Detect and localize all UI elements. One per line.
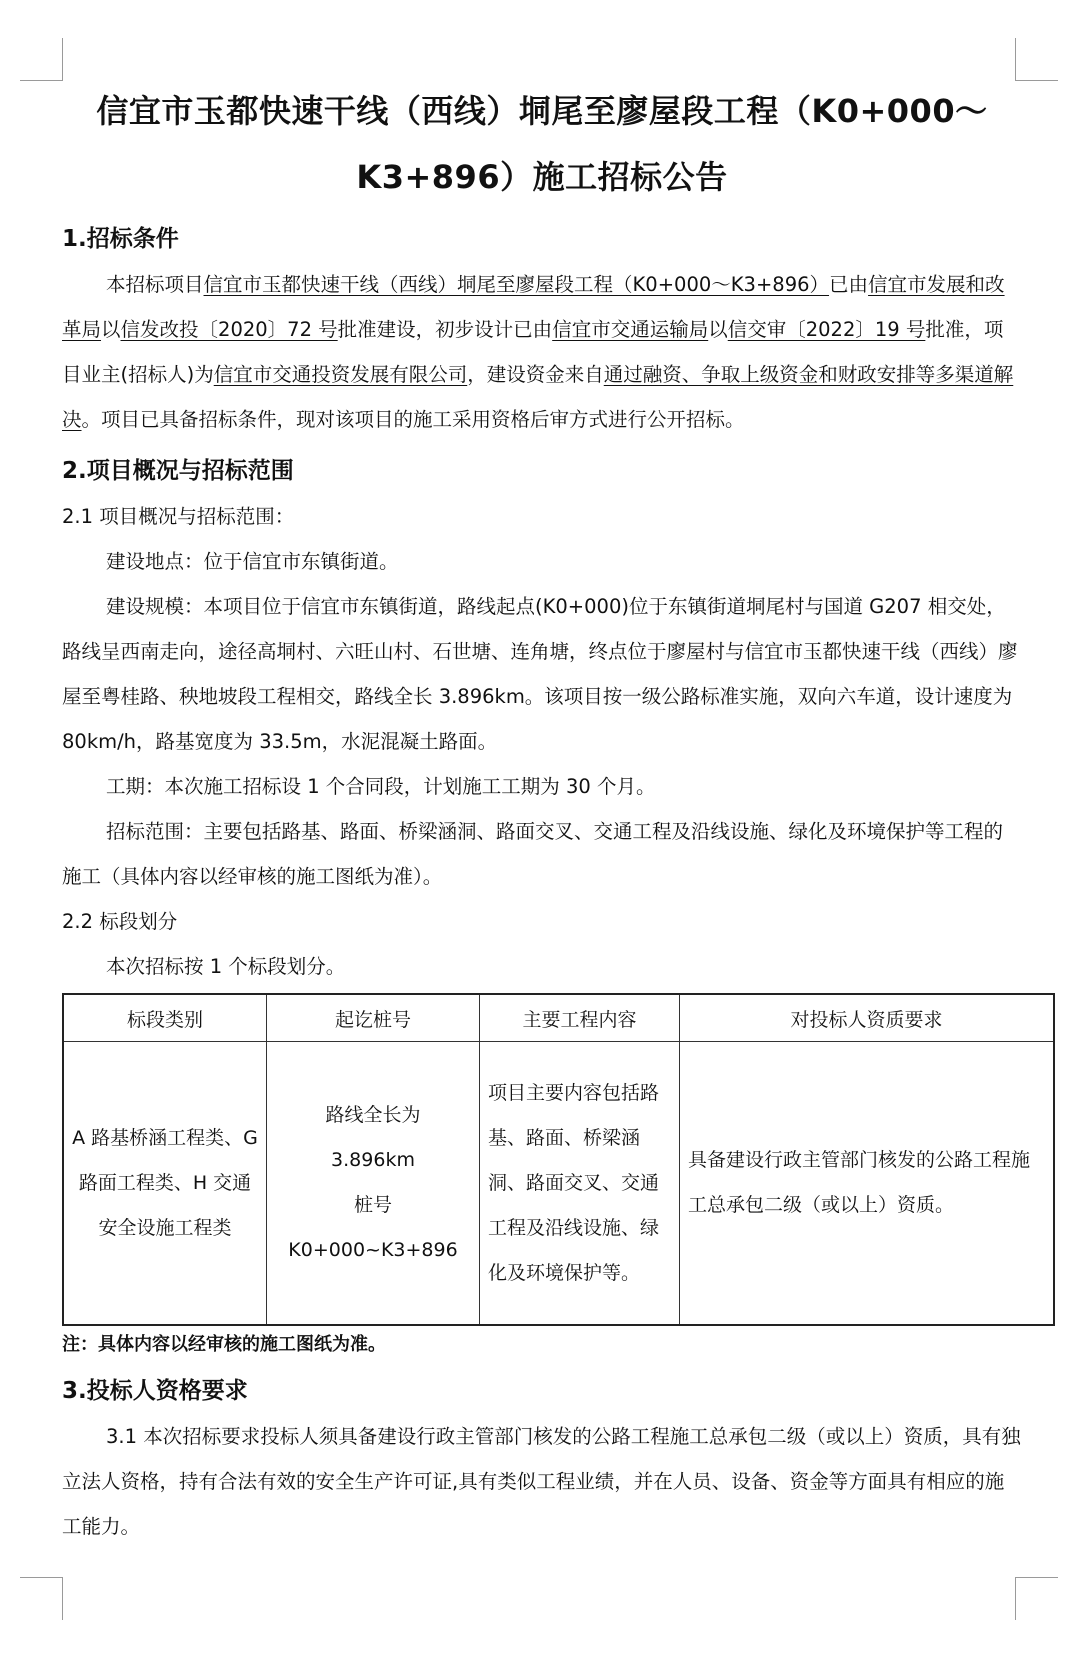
title-line-1: 信宜市玉都快速干线（西线）垌尾至廖屋段工程（K0+000～ bbox=[96, 92, 988, 130]
crop-mark-top-right bbox=[1015, 38, 1058, 81]
construction-scale: 建设规模：本项目位于信宜市东镇街道，路线起点(K0+000)位于东镇街道垌尾村与国道 G207 相交处，路线呈西南走向，途径高垌村、六旺山村、石世塘、连角塘，终点位于廖屋村与信宜市玉都快速干线（西线）廖屋至粤桂路、秧地坡段工程相交，路线全长 3.896km。该项目按一级公路标准实施，双向六车道，设计速度为 80km/h，路基宽度为 33.5m，水泥混凝土路面。 bbox=[62, 595, 1018, 753]
qualification-paragraph: 3.1 本次招标要求投标人须具备建设行政主管部门核发的公路工程施工总承包二级（或以上）资质，具有独立法人资格，持有合法有效的安全生产许可证,具有类似工程业绩，并在人员、设备、资金等方面具有相应的施工能力。 bbox=[62, 1425, 1021, 1538]
section-table bbox=[62, 993, 1055, 1326]
document-title bbox=[62, 78, 1022, 210]
table-header-row bbox=[63, 994, 1054, 1042]
construction-period: 工期：本次施工招标设 1 个合同段，计划施工工期为 30 个月。 bbox=[106, 775, 656, 798]
subsection-2-2: 2.2 标段划分 bbox=[62, 910, 178, 933]
cell-stake: 路线全长为 3.896km 桩号 K0+000~K3+896 bbox=[267, 1042, 480, 1326]
tender-scope: 招标范围：主要包括路基、路面、桥梁涵洞、路面交叉、交通工程及沿线设施、绿化及环境保护等工程的施工（具体内容以经审核的施工图纸为准）。 bbox=[62, 820, 1004, 888]
header-stake: 起讫桩号 bbox=[267, 994, 480, 1042]
approval-doc: 信发改投〔2020〕72 号 bbox=[120, 318, 338, 341]
cell-content: 项目主要内容包括路基、路面、桥梁涵洞、路面交叉、交通工程及沿线设施、绿化及环境保护等。 bbox=[480, 1042, 680, 1326]
section3-heading: 3.投标人资格要求 bbox=[62, 1378, 248, 1404]
table-note: 注：具体内容以经审核的施工图纸为准。 bbox=[62, 1334, 386, 1355]
section1-heading: 1.招标条件 bbox=[62, 226, 179, 252]
cell-category: A 路基桥涵工程类、G 路面工程类、H 交通安全设施工程类 bbox=[63, 1042, 267, 1326]
design-doc: 信交审〔2022〕19 号 bbox=[727, 318, 926, 341]
project-name: 信宜市玉都快速干线（西线）垌尾至廖屋段工程（K0+000～K3+896） bbox=[203, 273, 830, 296]
title-line-2: K3+896）施工招标公告 bbox=[356, 158, 728, 196]
section-division: 本次招标按 1 个标段划分。 bbox=[106, 955, 346, 978]
header-content: 主要工程内容 bbox=[480, 994, 680, 1042]
construction-location: 建设地点：位于信宜市东镇街道。 bbox=[106, 550, 399, 573]
crop-mark-bottom-right bbox=[1015, 1577, 1058, 1620]
header-qualification: 对投标人资质要求 bbox=[680, 994, 1055, 1042]
design-agency: 信宜市交通运输局 bbox=[552, 318, 709, 341]
document-page bbox=[62, 78, 1031, 1549]
tenderer-name: 信宜市交通投资发展有限公司 bbox=[213, 363, 468, 386]
section2-heading: 2.项目概况与招标范围 bbox=[62, 458, 294, 484]
crop-mark-top-left bbox=[20, 38, 63, 81]
crop-mark-bottom-left bbox=[20, 1577, 63, 1620]
section1-paragraph: 本招标项目信宜市玉都快速干线（西线）垌尾至廖屋段工程（K0+000～K3+896）已由信宜市发展和改革局以信发改投〔2020〕72 号批准建设，初步设计已由信宜市交通运输局以信交审〔2022〕19 号批准，项目业主(招标人)为信宜市交通投资发展有限公司，建设资金来自通过融资、争取上级资金和财政安排等多渠道解决。项目已具备招标条件，现对该项目的施工采用资格后审方式进行公开招标。 bbox=[62, 273, 1014, 431]
subsection-2-1: 2.1 项目概况与招标范围： bbox=[62, 505, 295, 528]
approval-agency: 信宜市发展和改革局 bbox=[62, 273, 1005, 341]
cell-qualification: 具备建设行政主管部门核发的公路工程施工总承包二级（或以上）资质。 bbox=[680, 1042, 1055, 1326]
funding-source: 通过融资、争取上级资金和财政安排等多渠道解决 bbox=[62, 363, 1014, 431]
table-row bbox=[63, 1042, 1054, 1326]
header-category: 标段类别 bbox=[63, 994, 267, 1042]
